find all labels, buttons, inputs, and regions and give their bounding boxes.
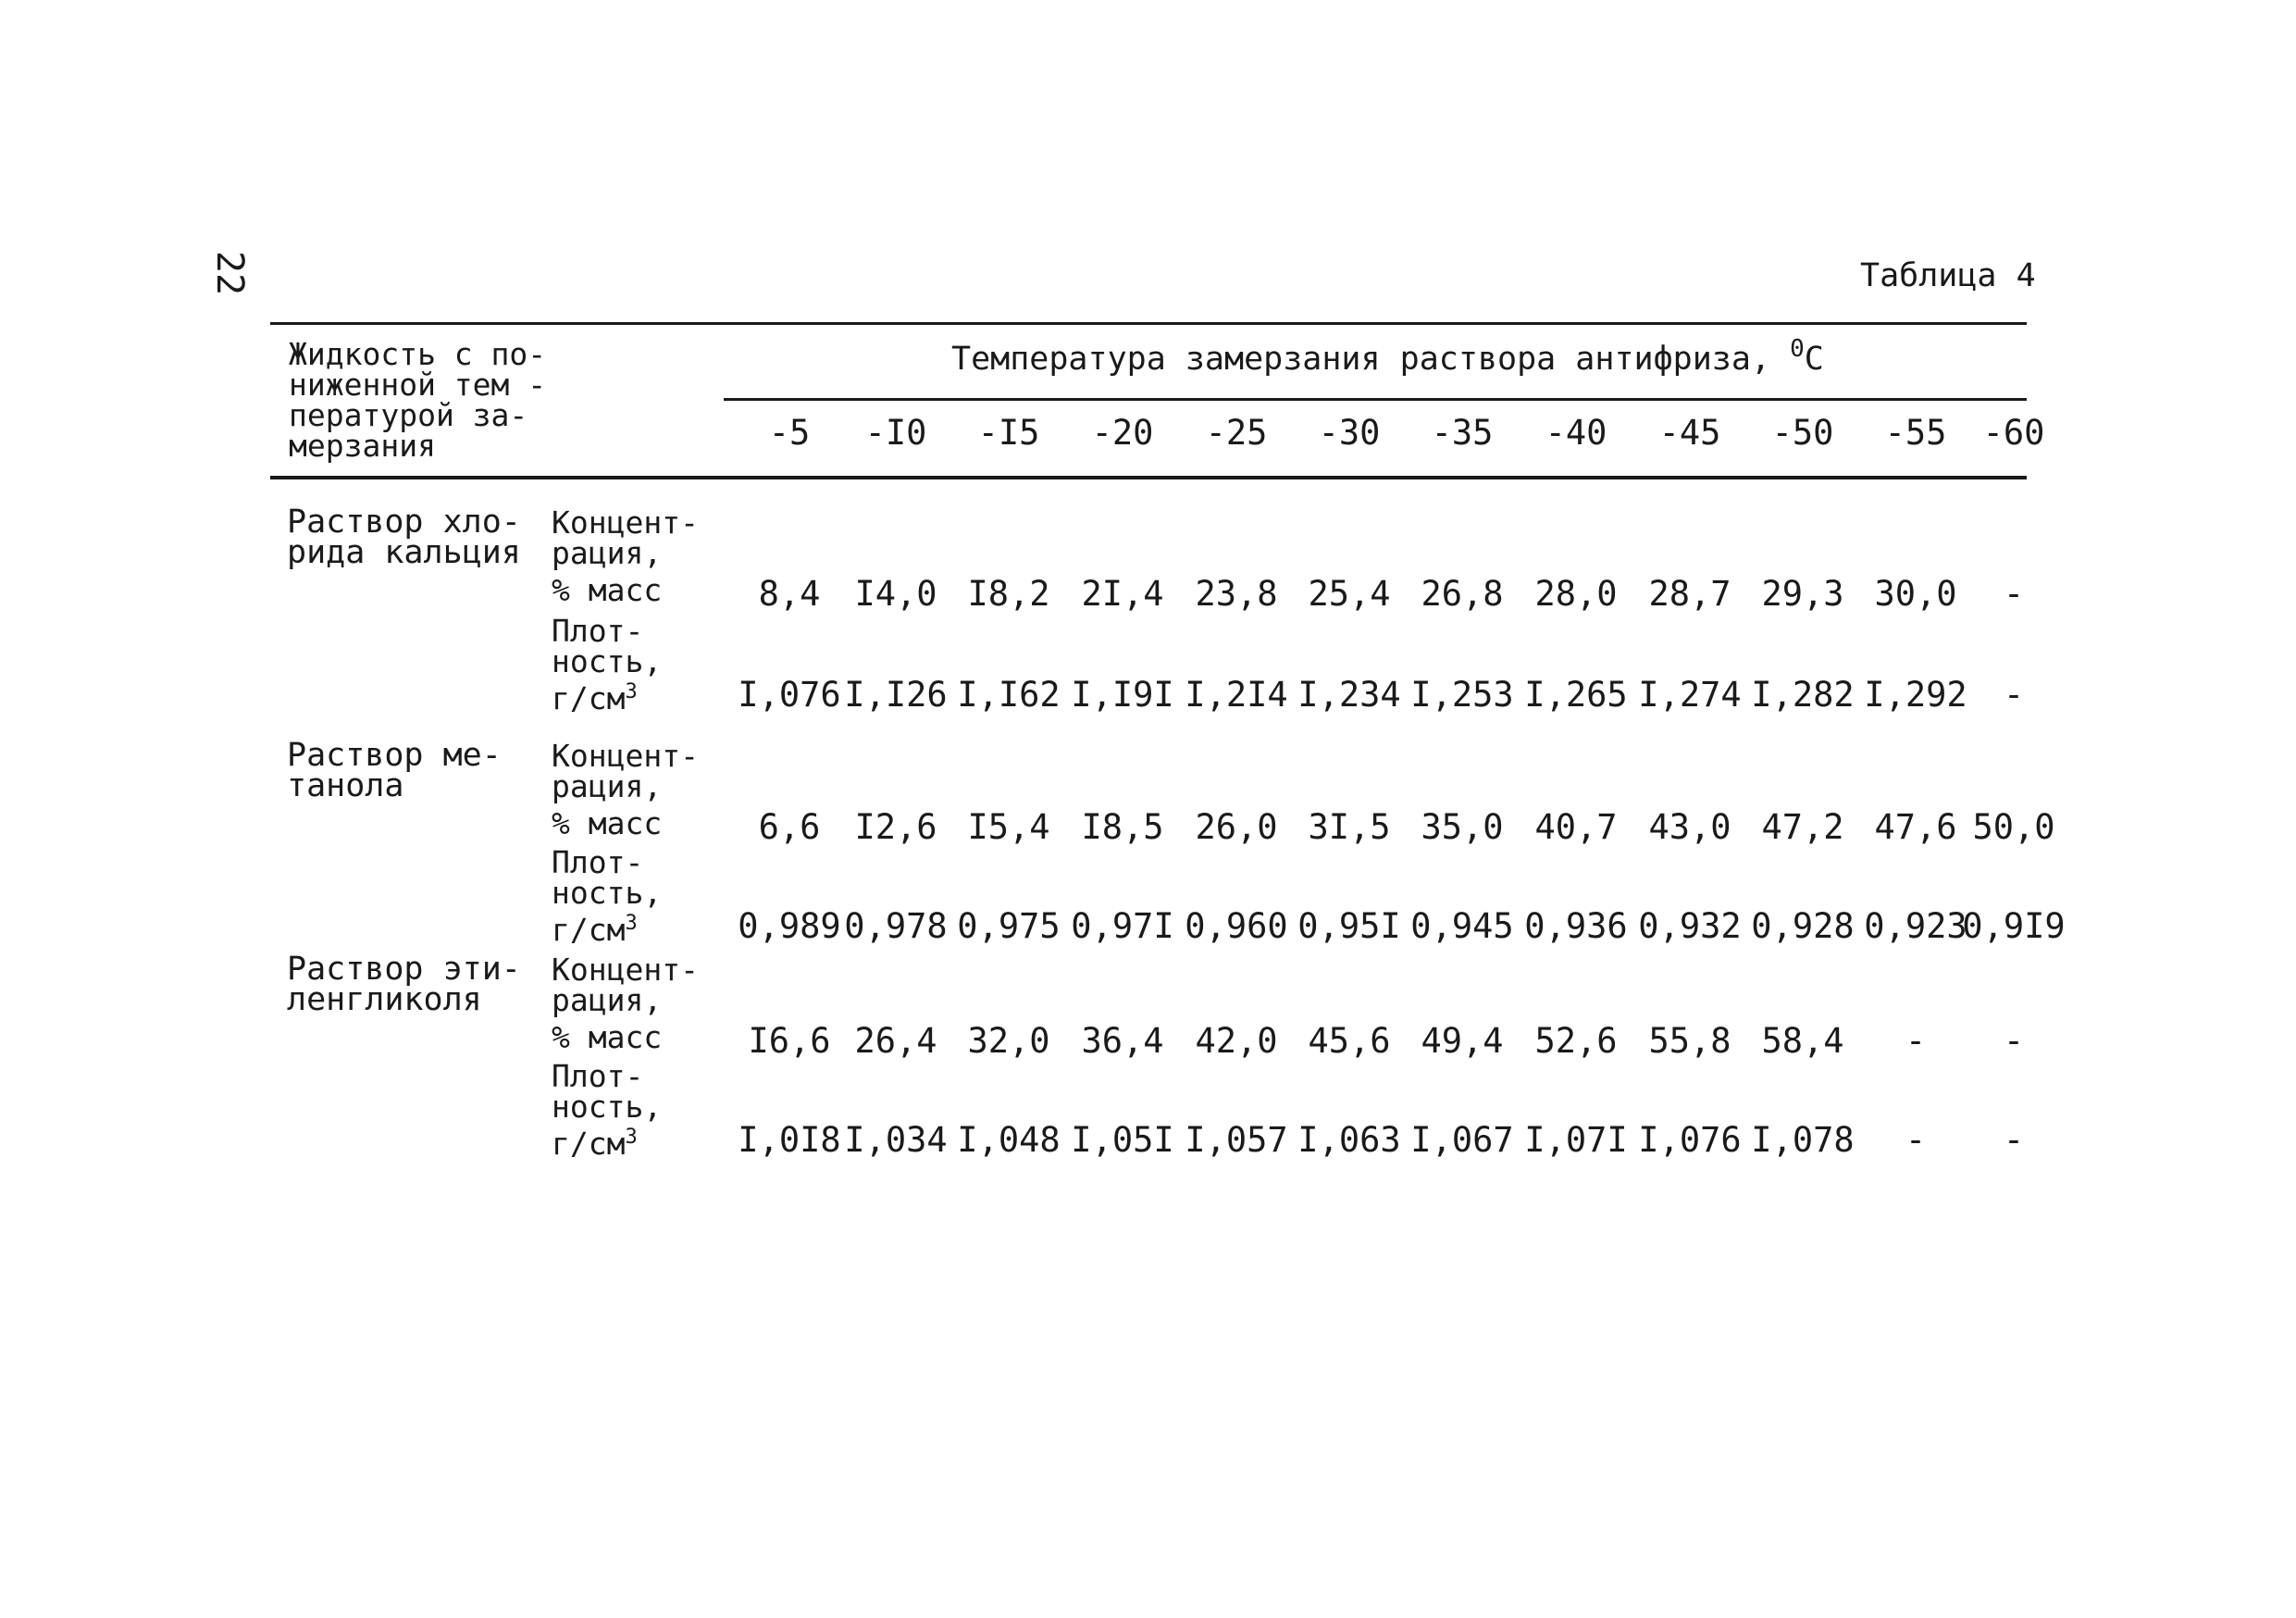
temperature-column-header: -55 xyxy=(1884,413,1947,453)
table-cell: 0,989 xyxy=(738,906,841,946)
table-cell: I,234 xyxy=(1297,675,1401,715)
table-cell: 0,932 xyxy=(1638,906,1742,946)
parameter-label xyxy=(552,952,699,1055)
table-cell: 32,0 xyxy=(967,1021,1050,1061)
table-cell: 0,945 xyxy=(1410,906,1514,946)
table-cell: I,076 xyxy=(738,675,841,715)
temperature-column-header: -35 xyxy=(1431,413,1494,453)
table-cell: I,034 xyxy=(844,1120,948,1160)
table-cell: 8,4 xyxy=(758,574,821,614)
parameter-label-text: Плот- ность, г/см xyxy=(552,613,663,716)
table-cell: I4,0 xyxy=(854,574,937,614)
table-cell: 0,928 xyxy=(1751,906,1855,946)
parameter-label xyxy=(552,1058,663,1162)
table-cell: 30,0 xyxy=(1874,574,1957,614)
table-cell: - xyxy=(1905,1120,1927,1160)
table-cell: 47,2 xyxy=(1761,807,1844,847)
table-cell: I,063 xyxy=(1297,1120,1401,1160)
parameter-label-text: Концент- рация, % масс xyxy=(552,738,699,841)
unit-superscript: 3 xyxy=(625,912,638,935)
table-cell: 49,4 xyxy=(1421,1021,1504,1061)
table-cell: I,05I xyxy=(1071,1120,1174,1160)
table-top-rule xyxy=(270,322,2027,325)
table-cell: I,253 xyxy=(1410,675,1514,715)
table-cell: I,07I xyxy=(1524,1120,1628,1160)
table-cell: I,292 xyxy=(1864,675,1967,715)
header-liquid-column: Жидкость с по- ниженной тем - пературой за- мерзания xyxy=(289,336,547,464)
table-cell: 3I,5 xyxy=(1308,807,1391,847)
table-cell: - xyxy=(2003,574,2025,614)
parameter-label xyxy=(552,613,663,716)
table-cell: I,2I4 xyxy=(1185,675,1288,715)
parameter-label xyxy=(552,844,663,948)
table-cell: - xyxy=(2003,1021,2025,1061)
table-cell: I8,5 xyxy=(1081,807,1164,847)
table-cell: - xyxy=(2003,1120,2025,1160)
parameter-label xyxy=(552,504,699,608)
table-cell: 0,97I xyxy=(1071,906,1174,946)
temperature-column-header: -30 xyxy=(1318,413,1381,453)
table-cell: I,078 xyxy=(1751,1120,1855,1160)
table-cell: 6,6 xyxy=(758,807,821,847)
table-cell: 0,960 xyxy=(1185,906,1288,946)
table-cell: 25,4 xyxy=(1308,574,1391,614)
table-cell: I,067 xyxy=(1410,1120,1514,1160)
table-cell: - xyxy=(2003,675,2025,715)
table-cell: 28,0 xyxy=(1534,574,1618,614)
table-cell: 36,4 xyxy=(1081,1021,1164,1061)
table-cell: - xyxy=(1905,1021,1927,1061)
table-cell: 42,0 xyxy=(1195,1021,1278,1061)
temperature-column-header: -5 xyxy=(768,413,811,453)
liquid-name: Раствор эти- ленгликоля xyxy=(287,951,521,1018)
table-cell: 58,4 xyxy=(1761,1021,1844,1061)
table-cell: I,274 xyxy=(1638,675,1742,715)
table-cell: I6,6 xyxy=(748,1021,831,1061)
temperature-column-header: -I5 xyxy=(977,413,1040,453)
table-cell: 26,8 xyxy=(1421,574,1504,614)
unit-superscript: 3 xyxy=(625,680,638,703)
table-cell: 26,4 xyxy=(854,1021,937,1061)
table-cell: 47,6 xyxy=(1874,807,1957,847)
table-cell: 2I,4 xyxy=(1081,574,1164,614)
header-unit: С xyxy=(1804,341,1824,378)
table-caption: Таблица 4 xyxy=(1860,257,2036,294)
parameter-label-text: Концент- рация, % масс xyxy=(552,504,699,608)
table-cell: 0,923 xyxy=(1864,906,1967,946)
table-cell: 35,0 xyxy=(1421,807,1504,847)
table-cell: 29,3 xyxy=(1761,574,1844,614)
page-number: 22 xyxy=(208,250,251,296)
temperature-column-header: -20 xyxy=(1091,413,1154,453)
parameter-label-text: Концент- рация, % масс xyxy=(552,952,699,1055)
header-sub-rule xyxy=(724,398,2027,401)
temperature-column-header: -60 xyxy=(1982,413,2045,453)
table-cell: I,282 xyxy=(1751,675,1855,715)
table-cell: 28,7 xyxy=(1648,574,1731,614)
parameter-label-text: Плот- ность, г/см xyxy=(552,1058,663,1162)
table-cell: 50,0 xyxy=(1972,807,2055,847)
temperature-column-header: -I0 xyxy=(864,413,927,453)
table-cell: I,I26 xyxy=(844,675,948,715)
table-cell: 23,8 xyxy=(1195,574,1278,614)
table-cell: I,076 xyxy=(1638,1120,1742,1160)
table-cell: I,048 xyxy=(957,1120,1061,1160)
unit-superscript: 3 xyxy=(625,1126,638,1149)
temperature-column-header: -40 xyxy=(1545,413,1607,453)
table-cell: I5,4 xyxy=(967,807,1050,847)
table-cell: 0,9I9 xyxy=(1962,906,2066,946)
table-cell: I2,6 xyxy=(854,807,937,847)
header-unit-superscript: 0 xyxy=(1790,335,1805,363)
table-cell: 40,7 xyxy=(1534,807,1618,847)
table-cell: I,0I8 xyxy=(738,1120,841,1160)
table-cell: I,I62 xyxy=(957,675,1061,715)
table-cell: 52,6 xyxy=(1534,1021,1618,1061)
table-cell: 0,978 xyxy=(844,906,948,946)
temperature-column-header: -45 xyxy=(1658,413,1721,453)
table-cell: 0,936 xyxy=(1524,906,1628,946)
header-bottom-rule xyxy=(270,476,2027,479)
table-cell: I8,2 xyxy=(967,574,1050,614)
table-cell: 0,95I xyxy=(1297,906,1401,946)
temperature-column-header: -25 xyxy=(1205,413,1268,453)
liquid-name: Раствор хло- рида кальция xyxy=(287,504,521,571)
table-cell: 43,0 xyxy=(1648,807,1731,847)
table-cell: I,I9I xyxy=(1071,675,1174,715)
table-cell: 26,0 xyxy=(1195,807,1278,847)
parameter-label-text: Плот- ность, г/см xyxy=(552,844,663,948)
liquid-name: Раствор ме- танола xyxy=(287,737,502,804)
table-cell: I,057 xyxy=(1185,1120,1288,1160)
header-temperature-label: Температура замерзания раствора антифриза, xyxy=(951,341,1771,378)
table-cell: 55,8 xyxy=(1648,1021,1731,1061)
parameter-label xyxy=(552,738,699,841)
table-cell: I,265 xyxy=(1524,675,1628,715)
table-cell: 0,975 xyxy=(957,906,1061,946)
header-temperature xyxy=(951,335,1824,378)
temperature-column-header: -50 xyxy=(1771,413,1834,453)
table-cell: 45,6 xyxy=(1308,1021,1391,1061)
